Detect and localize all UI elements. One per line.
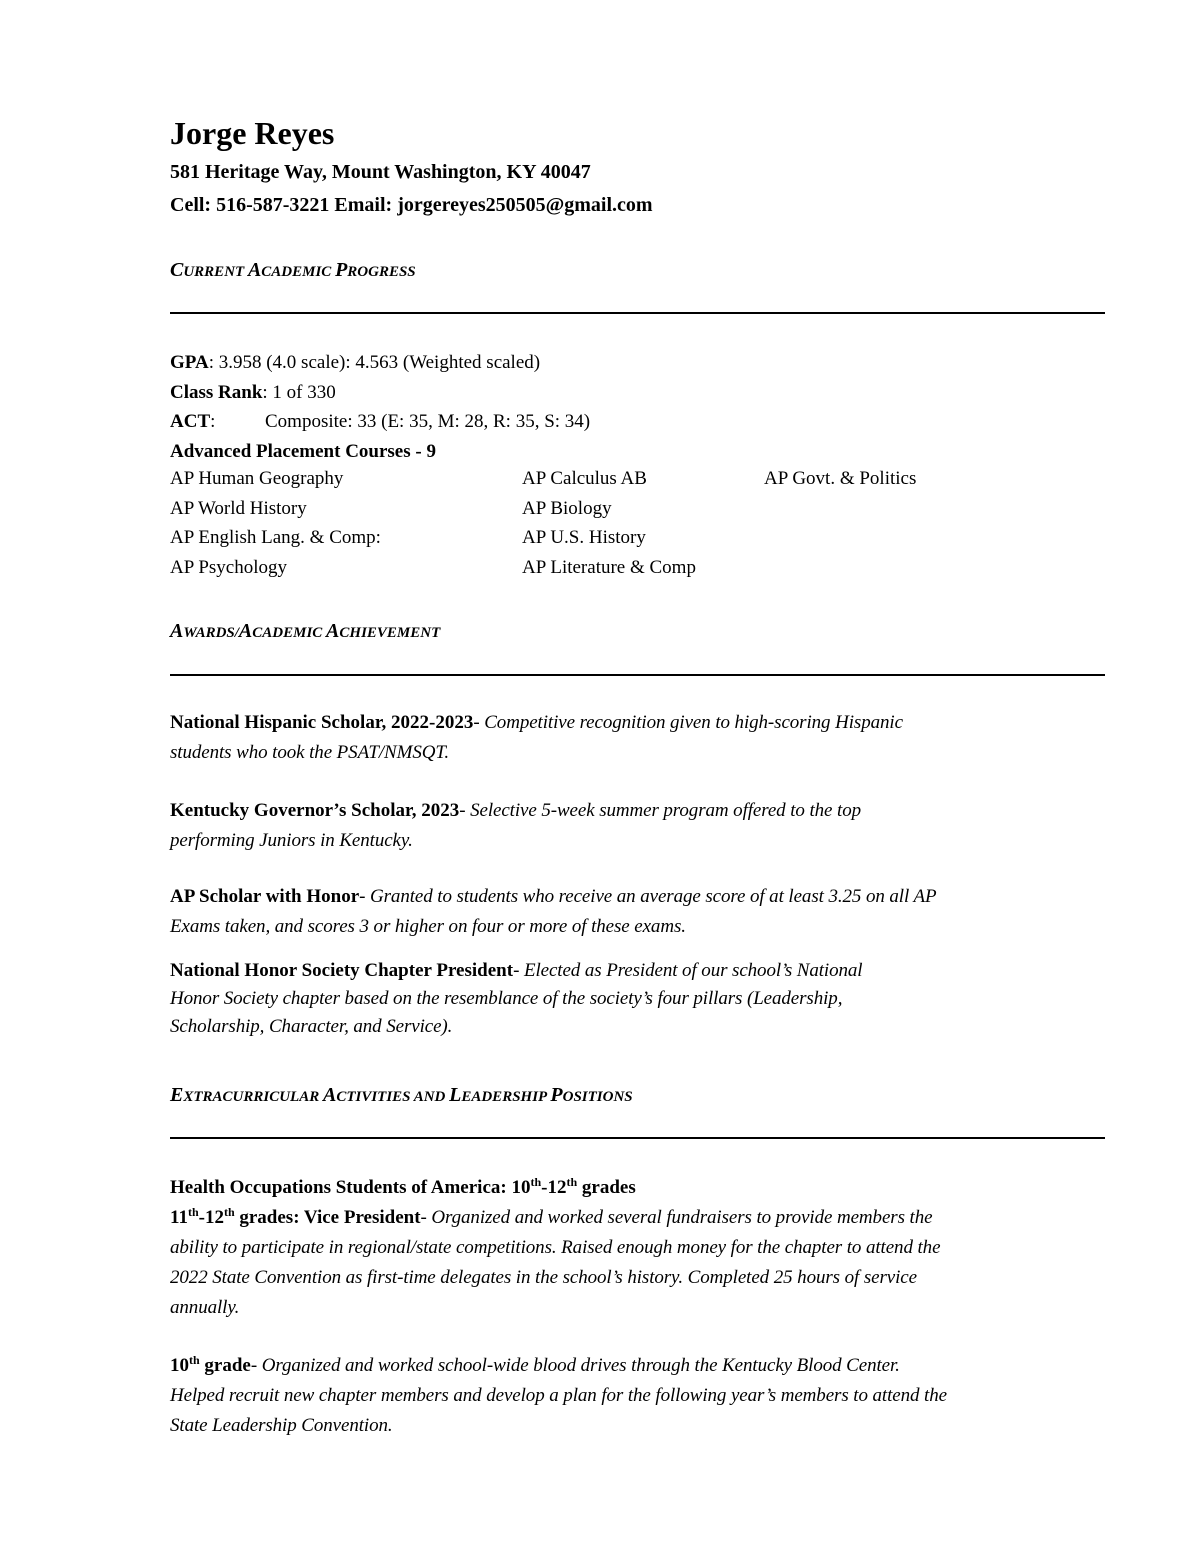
award-title: National Hispanic Scholar, 2022-2023 [170, 712, 474, 733]
act-line: ACT: [170, 411, 216, 432]
candidate-name: Jorge Reyes [170, 115, 335, 151]
ap-course: AP Psychology [170, 557, 288, 578]
award-title: AP Scholar with Honor [170, 886, 360, 907]
contact-line: Cell: 516-587-3221 Email: jorgereyes250505@gmail.com [170, 194, 653, 216]
vice-president-entry: 11th-12th grades: Vice President- Organized and worked several fundraisers to provide members the ability to participate in regional/state competitions. Raised enough money for the chapter to attend the 2022 State Convention as first-time delegates in the school’s history. Completed 25 hours of service annually. [170, 1205, 941, 1318]
section-title-awards: AWARDS/ACADEMIC ACHIEVEMENT [170, 620, 441, 642]
ap-heading: Advanced Placement Courses - 9 [170, 441, 436, 462]
class-rank-line [170, 380, 336, 406]
section-divider [170, 312, 1105, 314]
ap-course: AP Govt. & Politics [764, 468, 917, 489]
gpa-label: GPA [170, 352, 209, 373]
vice-president-title: 11th-12th grades: Vice President [170, 1205, 421, 1228]
address-line: 581 Heritage Way, Mount Washington, KY 40047 [170, 161, 591, 183]
ap-course: AP Calculus AB [522, 468, 647, 489]
gpa-line [170, 350, 540, 376]
award-item: Kentucky Governor’s Scholar, 2023- Selective 5-week summer program offered to the top performing Juniors in Kentucky. [170, 800, 861, 851]
ap-course: AP World History [170, 498, 307, 519]
ap-course: AP U.S. History [522, 527, 646, 548]
act-label: ACT [170, 411, 211, 432]
section-title-academic: CURRENT ACADEMIC PROGRESS [170, 259, 416, 281]
section-divider [170, 1137, 1105, 1139]
tenth-grade-title: 10th grade [170, 1353, 251, 1376]
award-title: Kentucky Governor’s Scholar, 2023 [170, 800, 460, 821]
hosa-heading: Health Occupations Students of America: 10th-12th grades [170, 1175, 636, 1198]
award-item: National Honor Society Chapter President- Elected as President of our school’s National Honor Society chapter based on the resemblance of the society’s four pillars (Leadership, Scholarship, Character, and Service). [170, 960, 863, 1037]
act-value: Composite: 33 (E: 35, M: 28, R: 35, S: 34) [265, 411, 591, 432]
ap-course: AP Human Geography [170, 468, 344, 489]
ap-course: AP Biology [522, 498, 612, 519]
class-rank-label: Class Rank [170, 382, 263, 403]
section-divider [170, 674, 1105, 676]
gpa-value: : 3.958 (4.0 scale): 4.563 (Weighted scaled) [208, 352, 541, 373]
award-item: National Hispanic Scholar, 2022-2023- Competitive recognition given to high-scoring Hispanic students who took the PSAT/NMSQT. [170, 712, 903, 763]
award-item: AP Scholar with Honor- Granted to students who receive an average score of at least 3.25 on all AP Exams taken, and scores 3 or higher on four or more of these exams. [170, 886, 937, 937]
class-rank-value: : 1 of 330 [262, 382, 336, 403]
award-title: National Honor Society Chapter President [170, 960, 514, 981]
ap-course: AP English Lang. & Comp: [170, 527, 381, 548]
ap-course: AP Literature & Comp [522, 557, 696, 578]
section-title-extracurricular: EXTRACURRICULAR ACTIVITIES AND LEADERSHIP POSITIONS [170, 1084, 633, 1106]
tenth-grade-entry: 10th grade- Organized and worked school-wide blood drives through the Kentucky Blood Center. Helped recruit new chapter members and develop a plan for the following year’s members to attend the State Leadership Convention. [170, 1353, 947, 1436]
